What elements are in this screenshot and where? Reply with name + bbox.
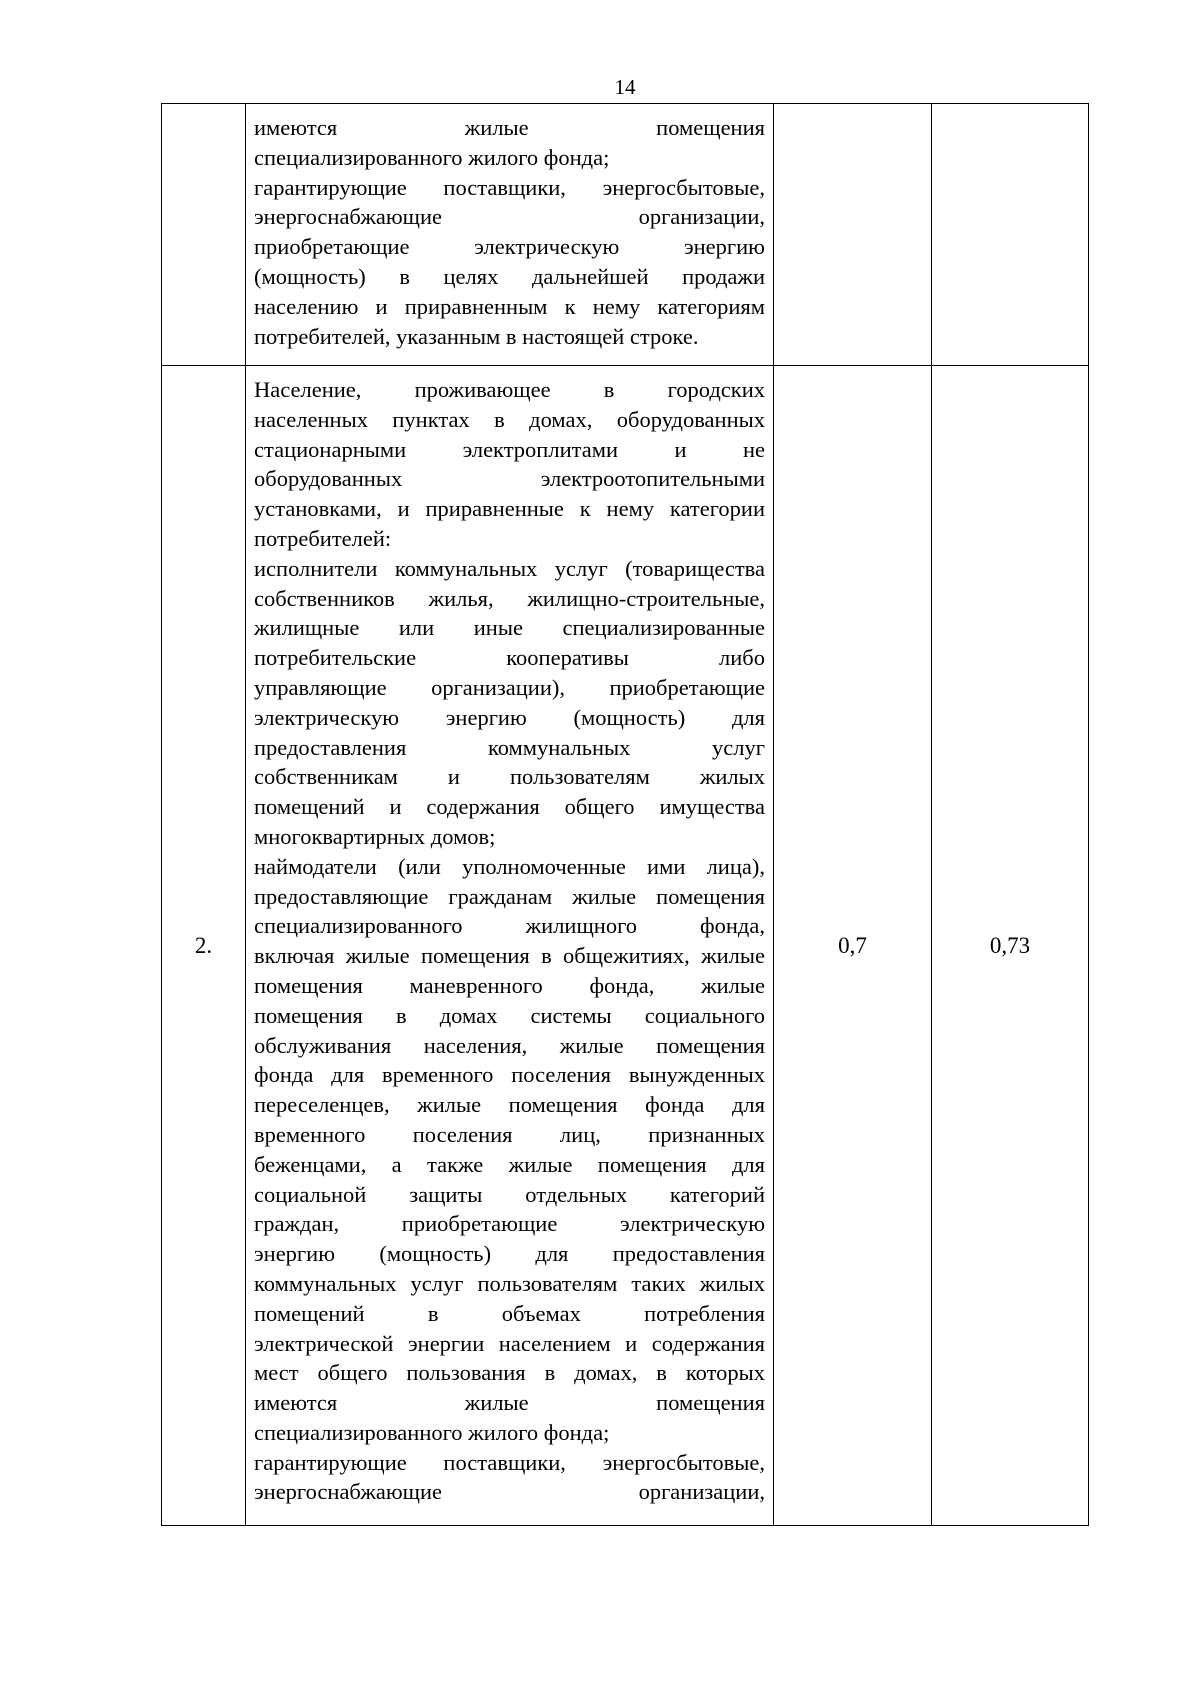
text-line: установками, и приравненные к нему категории: [254, 496, 765, 522]
text-line: социальной защиты отдельных категорий: [254, 1181, 765, 1207]
text-line: энергию (мощность) для предоставления: [254, 1241, 765, 1267]
text-line: мест общего пользования в домах, в которых: [254, 1360, 765, 1386]
text-line: наймодатели (или уполномоченные ими лица),: [254, 853, 765, 879]
table-row: [162, 104, 1089, 366]
page-number: 14: [614, 75, 636, 99]
text-line: специализированного жилищного фонда,: [254, 913, 765, 939]
text-line: предоставляющие гражданам жилые помещения: [254, 883, 765, 909]
text-line: потребительские кооперативы либо: [254, 645, 765, 671]
text-line: жилищные или иные специализированные: [254, 615, 765, 641]
text-line: энергоснабжающие организации,: [254, 1479, 765, 1505]
text-line: специализированного жилого фонда;: [254, 1419, 610, 1445]
text-line: электрическую энергию (мощность) для: [254, 704, 765, 730]
row-number-cell: 2.: [162, 366, 246, 1526]
text-line: обслуживания населения, жилые помещения: [254, 1032, 765, 1058]
value-cell-2: [932, 104, 1089, 366]
text-line: управляющие организации), приобретающие: [254, 674, 765, 700]
text-line: переселенцев, жилые помещения фонда для: [254, 1092, 765, 1118]
text-line: имеются жилые помещения: [254, 1390, 765, 1416]
text-line: (мощность) в целях дальнейшей продажи: [254, 263, 765, 289]
text-line: собственников жилья, жилищно-строительные,: [254, 585, 765, 611]
text-line: стационарными электроплитами и не: [254, 436, 765, 462]
text-line: временного поселения лиц, признанных: [254, 1121, 765, 1147]
tariff-table: [161, 103, 1089, 1526]
text-line: гарантирующие поставщики, энергосбытовые,: [254, 1449, 765, 1475]
text-line: энергоснабжающие организации,: [254, 204, 765, 230]
text-line: электрической энергии населением и содержания: [254, 1330, 765, 1356]
text-line: населению и приравненным к нему категориям: [254, 293, 765, 319]
text-line: исполнители коммунальных услуг (товарищества: [254, 555, 765, 581]
text-line: гарантирующие поставщики, энергосбытовые,: [254, 174, 765, 200]
text-line: потребителей:: [254, 525, 392, 551]
consumer-category-text: [246, 366, 774, 1526]
text-line: специализированного жилого фонда;: [254, 144, 610, 170]
text-line: граждан, приобретающие электрическую: [254, 1211, 765, 1237]
text-line: помещений и содержания общего имущества: [254, 794, 765, 820]
text-line: Население, проживающее в городских: [254, 377, 765, 402]
text-line: помещения маневренного фонда, жилые: [254, 972, 765, 998]
table-row: [162, 366, 1089, 1526]
row-number-cell: [162, 104, 246, 366]
text-line: населенных пунктах в домах, оборудованных: [254, 406, 765, 432]
text-line: помещения в домах системы социального: [254, 1002, 765, 1028]
text-line: собственникам и пользователям жилых: [254, 764, 765, 790]
value-cell-1: [774, 104, 932, 366]
text-line: коммунальных услуг пользователям таких жилых: [254, 1270, 765, 1296]
text-line: многоквартирных домов;: [254, 823, 496, 849]
text-line: имеются жилые помещения: [254, 115, 765, 140]
value-cell-2: 0,73: [932, 366, 1089, 1526]
text-line: оборудованных электроотопительными: [254, 466, 765, 492]
text-line: фонда для временного поселения вынужденных: [254, 1062, 765, 1088]
text-line: помещений в объемах потребления: [254, 1300, 765, 1326]
value-cell-1: 0,7: [774, 366, 932, 1526]
text-line: беженцами, а также жилые помещения для: [254, 1151, 765, 1177]
text-line: приобретающие электрическую энергию: [254, 234, 765, 260]
text-lines: [254, 375, 765, 1507]
text-line: включая жилые помещения в общежитиях, жилые: [254, 943, 765, 969]
text-lines: [254, 113, 765, 351]
text-line: предоставления коммунальных услуг: [254, 734, 765, 760]
consumer-category-text: [246, 104, 774, 366]
text-line: потребителей, указанным в настоящей строке.: [254, 323, 699, 349]
